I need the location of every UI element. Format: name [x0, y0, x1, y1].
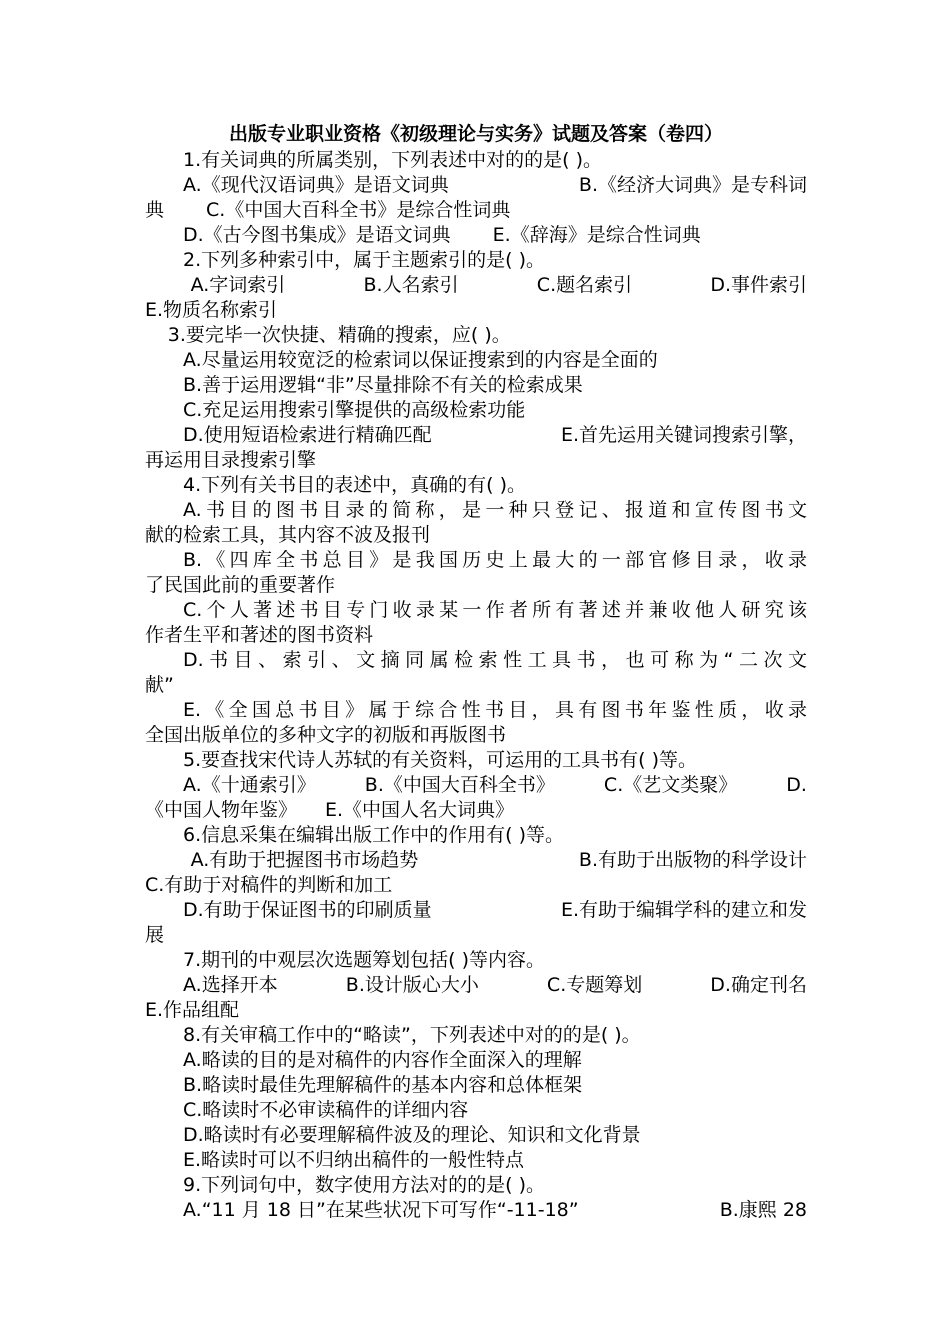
q4-option-d-cont: 献”	[145, 674, 174, 696]
q8-option-c: C.略读时不必审读稿件的详细内容	[183, 1099, 469, 1121]
q4-option-e: E.《全国总书目》属于综合性书目，具有图书年鉴性质，收录	[183, 699, 807, 721]
document-title: 出版专业职业资格《初级理论与实务》试题及答案（卷四）	[228, 123, 723, 145]
question-5-options	[145, 773, 807, 823]
q6-option-a: A.有助于把握图书市场趋势	[190, 849, 419, 871]
q3-option-e: E.首先运用关键词搜索引擎，	[560, 424, 807, 446]
question-9-options	[145, 1198, 807, 1223]
q6-option-d: D.有助于保证图书的印刷质量	[183, 899, 432, 921]
question-1-options	[145, 173, 807, 248]
q7-option-a: A.选择开本	[183, 974, 278, 996]
q1-option-a: A.《现代汉语词典》是语文词典	[183, 174, 449, 196]
q6-option-e-cont: 展	[145, 924, 165, 946]
q4-option-c-cont: 作者生平和著述的图书资料	[145, 624, 374, 646]
q1-option-e: E.《辞海》是综合性词典	[492, 224, 701, 246]
q5-option-a: A.《十通索引》	[183, 774, 316, 796]
q1-option-d: D.《古今图书集成》是语文词典	[183, 224, 451, 246]
question-6-options	[145, 848, 807, 948]
question-4-options	[145, 498, 807, 748]
q4-option-d: D.书目、索引、文摘同属检索性工具书，也可称为“二次文	[183, 649, 807, 671]
question-8-options	[145, 1048, 807, 1173]
q2-option-d: D.事件索引	[710, 274, 807, 296]
q4-option-a: A.书目的图书目录的简称，是一种只登记、报道和宣传图书文	[183, 499, 807, 521]
q9-option-b: B.康熙 28	[719, 1199, 807, 1221]
q3-option-e-cont: 再运用目录搜索引擎	[145, 449, 317, 471]
question-2-stem: 2.下列多种索引中，属于主题索引的是( )。	[183, 249, 545, 271]
q7-option-d: D.确定刊名	[710, 974, 807, 996]
question-5-stem: 5.要查找宋代诗人苏轼的有关资料，可运用的工具书有( )等。	[183, 749, 697, 771]
q3-option-a: A.尽量运用较宽泛的检索词以保证搜索到的内容是全面的	[183, 349, 658, 371]
q7-option-c: C.专题筹划	[546, 974, 643, 996]
q2-option-c: C.题名索引	[536, 274, 633, 296]
q5-option-c: C.《艺文类聚》	[603, 774, 738, 796]
q2-option-a: A.字词索引	[190, 274, 286, 296]
q8-option-d: D.略读时有必要理解稿件波及的理论、知识和文化背景	[183, 1124, 641, 1146]
q6-option-b: B.有助于出版物的科学设计	[578, 849, 807, 871]
q3-option-c: C.充足运用搜索引擎提供的高级检索功能	[183, 399, 526, 421]
q5-option-d: D.	[786, 774, 807, 796]
q4-option-a-cont: 献的检索工具，其内容不波及报刊	[145, 524, 431, 546]
question-8-stem: 8.有关审稿工作中的“略读”，下列表述中对的的是( )。	[183, 1024, 641, 1046]
document-page	[145, 120, 807, 1223]
q8-option-e: E.略读时可以不归纳出稿件的一般性特点	[183, 1149, 525, 1171]
q4-option-e-cont: 全国出版单位的多种文字的初版和再版图书	[145, 724, 507, 746]
q7-option-b: B.设计版心大小	[345, 974, 479, 996]
question-3-options	[145, 348, 807, 473]
q6-option-c: C.有助于对稿件的判断和加工	[145, 874, 393, 896]
q1-option-c: C.《中国大百科全书》是综合性词典	[206, 199, 511, 221]
q6-option-e: E.有助于编辑学科的建立和发	[560, 899, 807, 921]
question-7-options	[145, 973, 807, 1023]
question-7-stem: 7.期刊的中观层次选题筹划包括( )等内容。	[183, 949, 545, 971]
q5-option-d-cont: 《中国人物年鉴》	[145, 799, 298, 821]
q4-option-b: B.《四库全书总目》是我国历史上最大的一部官修目录，收录	[183, 549, 807, 571]
q1-option-b: B.《经济大词典》是专科词	[578, 174, 807, 196]
q2-option-b: B.人名索引	[363, 274, 459, 296]
q4-option-c: C.个人著述书目专门收录某一作者所有著述并兼收他人研究该	[183, 599, 807, 621]
q7-option-e: E.作品组配	[145, 999, 240, 1021]
question-3-stem: 3.要完毕一次快捷、精确的搜索，应( )。	[167, 324, 511, 346]
question-9-stem: 9.下列词句中，数字使用方法对的的是( )。	[183, 1174, 545, 1196]
question-1-stem: 1.有关词典的所属类别，下列表述中对的的是( )。	[183, 149, 602, 171]
question-6-stem: 6.信息采集在编辑出版工作中的作用有( )等。	[183, 824, 564, 846]
q8-option-a: A.略读的目的是对稿件的内容作全面深入的理解	[183, 1049, 582, 1071]
q4-option-b-cont: 了民国此前的重要著作	[145, 574, 336, 596]
q2-option-e: E.物质名称索引	[145, 299, 278, 321]
q9-option-a: A.“11 月 18 日”在某些状况下可写作“-11-18”	[183, 1199, 579, 1221]
q8-option-b: B.略读时最佳先理解稿件的基本内容和总体框架	[183, 1074, 583, 1096]
q5-option-b: B.《中国大百科全书》	[364, 774, 555, 796]
q5-option-e: E.《中国人名大词典》	[325, 799, 515, 821]
q3-option-b: B.善于运用逻辑“非”尽量排除不有关的检索成果	[183, 374, 583, 396]
question-4-stem: 4.下列有关书目的表述中，真确的有( )。	[183, 474, 526, 496]
question-2-options	[145, 273, 807, 323]
q1-option-b-cont: 典	[145, 199, 165, 221]
q3-option-d: D.使用短语检索进行精确匹配	[183, 424, 432, 446]
